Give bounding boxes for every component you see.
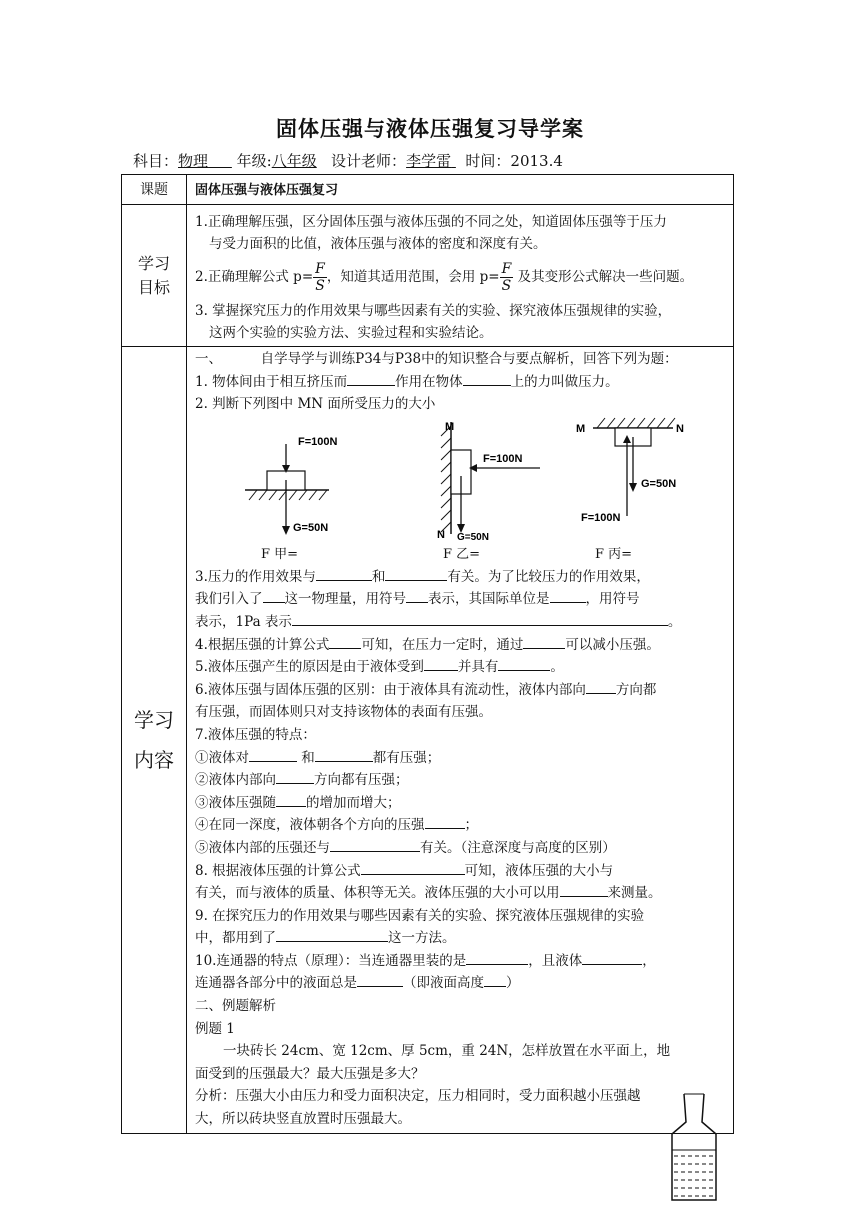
svg-text:N: N	[437, 528, 445, 541]
teacher-value: 李学雷	[406, 152, 452, 170]
label-f-jia: F 甲=	[261, 546, 299, 562]
grade-value: 八年级	[271, 152, 317, 170]
diagram-yi	[437, 421, 540, 543]
question-10-line2: 连通器各部分中的液面总是 （即液面高度 ）	[195, 972, 727, 995]
subject-value: 物理	[178, 152, 209, 170]
question-7-3: ③液体压强随 的增加而增大；	[195, 792, 727, 815]
question-3-line3: 表示，1Pa 表示 。	[195, 611, 727, 634]
teacher-label: 设计老师：	[331, 152, 407, 170]
label-f-bing: F 丙=	[595, 546, 633, 562]
grade-label: 年级:	[236, 152, 272, 170]
svg-text:M: M	[576, 422, 586, 435]
svg-text:G=50N: G=50N	[457, 531, 489, 543]
question-7-5: ⑤液体内部的压强还与 有关。（注意深度与高度的区别）	[195, 837, 727, 860]
time-label: 时间：	[465, 152, 511, 170]
question-7: 7.液体压强的特点：	[195, 726, 316, 743]
svg-text:G=50N: G=50N	[641, 477, 677, 490]
question-4: 4.根据压强的计算公式 可知，在压力一定时，通过 可以减小压强。	[195, 634, 727, 657]
question-3: 3.压力的作用效果与 和 有关。为了比较压力的作用效果，	[195, 566, 727, 589]
question-8: 8. 根据液体压强的计算公式 可知，液体压强的大小与	[195, 860, 727, 883]
topic-label: 课题	[122, 175, 187, 205]
question-10: 10.连通器的特点（原理）：当连通器里装的是 ，且液体 ，	[195, 950, 727, 973]
goal-3: 3. 掌握探究压力的作用效果与哪些因素有关的实验、探究液体压强规律的实验，	[195, 303, 672, 319]
question-9-line2: 中，都用到了 这一方法。	[195, 927, 727, 950]
svg-text:N: N	[676, 422, 684, 435]
question-7-4: ④在同一深度，液体朝各个方向的压强 ；	[195, 814, 727, 837]
fraction-f-over-s: $\frac{F}{S}$	[315, 261, 325, 294]
page-title: 固体压强与液体压强复习导学案	[276, 116, 584, 141]
example-1-title: 例题 1	[195, 1020, 235, 1037]
section-1-heading: 一、 自学导学与训练P34与P38中的知识整合与要点解析，回答下列为题：	[195, 351, 678, 367]
question-6: 6.液体压强与固体压强的区别：由于液体具有流动性，液体内部向 方向都	[195, 679, 727, 702]
svg-text:F=100N: F=100N	[483, 452, 523, 465]
question-1: 1. 物体间由于相互挤压而 作用在物体 上的力叫做压力。	[195, 371, 727, 394]
analysis-text: 分析：压强大小由压力和受力面积决定，压力相同时，受力面积越小压强越	[195, 1088, 641, 1105]
goal-2: 2.正确理解公式 p= $\frac{F}{S}$ ，知道其适用范围，会用 p= $\frac{F}{S}$ 及其变形公式解决一些问题。	[195, 261, 694, 294]
analysis-text-2: 大，所以砖块竖直放置时压强最大。	[195, 1111, 411, 1128]
subject-label: 科目：	[133, 152, 179, 170]
svg-text:M: M	[445, 420, 455, 433]
time-value: 2013.4	[510, 152, 563, 170]
goals-content	[187, 205, 734, 347]
question-7-1: ①液体对 和 都有压强；	[195, 747, 727, 770]
svg-text:G=50N: G=50N	[293, 521, 329, 534]
goal-1: 1.正确理解压强，区分固体压强与液体压强的不同之处，知道固体压强等于压力	[195, 214, 667, 230]
question-7-2: ②液体内部向 方向都有压强；	[195, 769, 727, 792]
fraction-f-over-s-2: $\frac{F}{S}$	[501, 261, 512, 294]
header-meta	[133, 150, 563, 171]
example-1-text: 一块砖长 24cm、宽 12cm、厚 5cm，重 24N，怎样放置在水平面上，地	[223, 1043, 671, 1060]
svg-text:F=100N: F=100N	[581, 511, 621, 524]
question-3-line2: 我们引入了 这一物理量，用符号 表示，其国际单位是 ，用符号	[195, 588, 727, 611]
content-body	[187, 347, 734, 1134]
goal-1-cont: 与受力面积的比值，液体压强与液体的密度和深度有关。	[209, 236, 547, 252]
svg-text:F=100N: F=100N	[298, 435, 338, 448]
question-6-line2: 有压强，而固体则只对支持该物体的表面有压强。	[195, 704, 492, 721]
liquid-container-figure	[670, 1092, 720, 1202]
goals-label: 学习 目标	[122, 205, 187, 347]
question-5: 5.液体压强产生的原因是由于液体受到 并具有 。	[195, 656, 727, 679]
content-label: 学习 内容	[122, 347, 187, 1134]
label-f-yi: F 乙=	[443, 546, 481, 562]
question-2: 2. 判断下列图中 MN 面所受压力的大小	[195, 396, 436, 413]
example-1-text-2: 面受到的压强最大？最大压强是多大？	[195, 1065, 425, 1082]
question-8-line2: 有关，而与液体的质量、体积等无关。液体压强的大小可以用 来测量。	[195, 882, 727, 905]
force-diagrams	[195, 416, 727, 566]
topic-value: 固体压强与液体压强复习	[187, 175, 734, 205]
diagram-bing	[576, 418, 684, 524]
goal-3-cont: 这两个实验的实验方法、实验过程和实验结论。	[209, 325, 493, 341]
lesson-table	[121, 174, 734, 1134]
question-9: 9. 在探究压力的作用效果与哪些因素有关的实验、探究液体压强规律的实验	[195, 907, 645, 924]
diagram-jia	[245, 436, 337, 535]
section-2-heading: 二、例题解析	[195, 998, 276, 1015]
